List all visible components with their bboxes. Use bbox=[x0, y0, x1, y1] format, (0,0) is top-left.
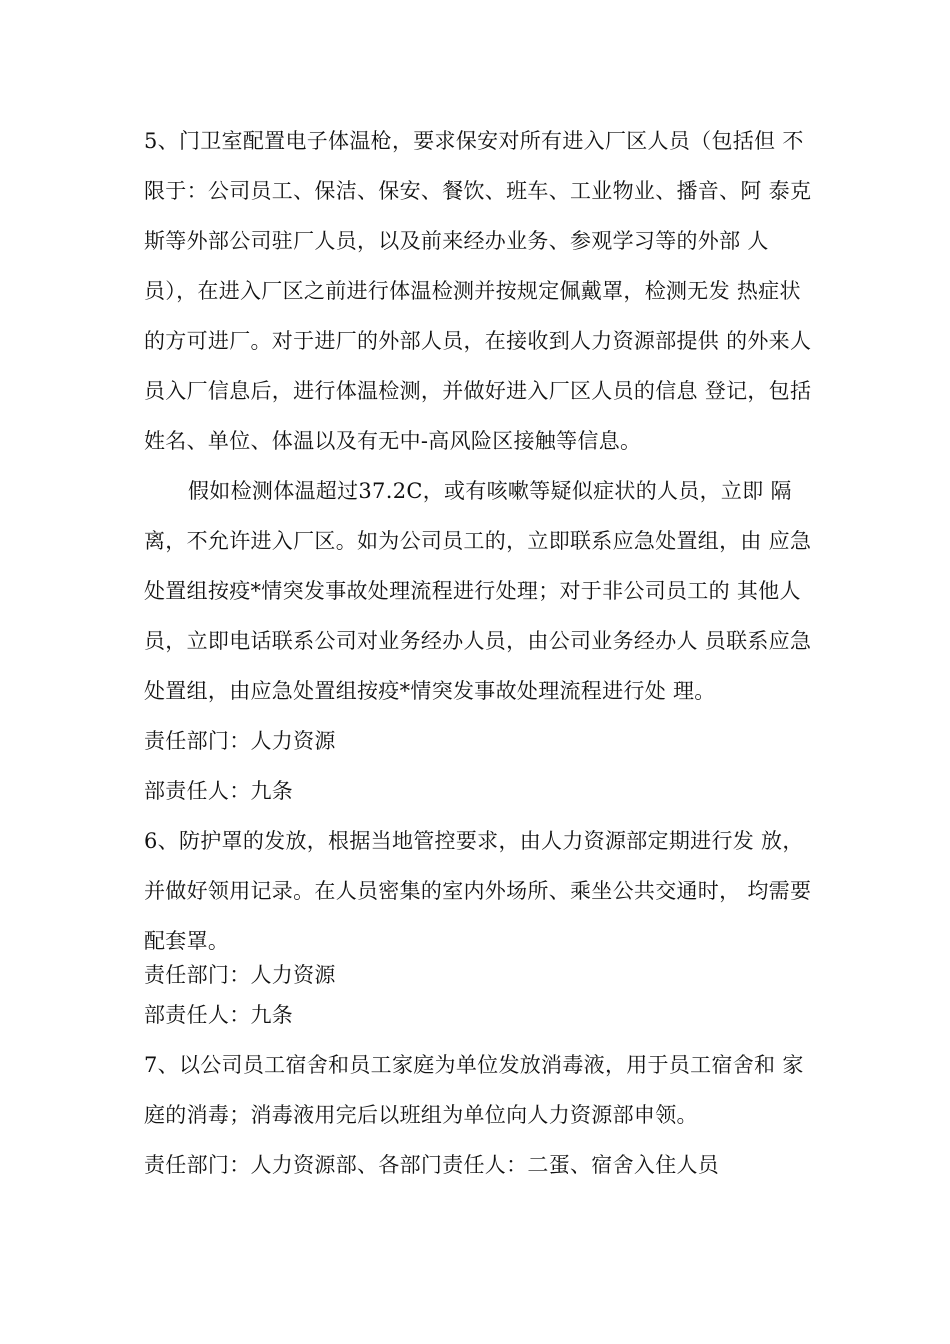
responsible-department-1: 责任部门：人力资源 bbox=[144, 729, 336, 753]
paragraph-5-line-1: 5、门卫室配置电子体温枪，要求保安对所有进入厂区人员（包括但 不 bbox=[144, 129, 804, 153]
responsible-department-2: 责任部门：人力资源 bbox=[144, 963, 336, 987]
paragraph-5-line-4: 员），在进入厂区之前进行体温检测并按规定佩戴罩，检测无发 热症状 bbox=[144, 279, 801, 303]
paragraph-fever-line-4: 员，立即电话联系公司对业务经办人员，由公司业务经办人 员联系应急 bbox=[144, 629, 812, 653]
paragraph-7-line-1: 7、以公司员工宿舍和员工家庭为单位发放消毒液，用于员工宿舍和 家 bbox=[144, 1053, 804, 1077]
paragraph-5-line-3: 斯等外部公司驻厂人员，以及前来经办业务、参观学习等的外部 人 bbox=[144, 229, 769, 253]
paragraph-6-line-3: 配套罩。 bbox=[144, 929, 230, 953]
paragraph-6-line-2: 并做好领用记录。在人员密集的室内外场所、乘坐公共交通时， 均需要 bbox=[144, 879, 812, 903]
paragraph-5-line-6: 员入厂信息后，进行体温检测，并做好进入厂区人员的信息 登记，包括 bbox=[144, 379, 812, 403]
paragraph-fever-line-5: 处置组，由应急处置组按疫*情突发事故处理流程进行处 理。 bbox=[144, 679, 716, 703]
paragraph-5-line-2: 限于：公司员工、保洁、保安、餐饮、班车、工业物业、播音、阿 泰克 bbox=[144, 179, 812, 203]
paragraph-6-line-1: 6、防护罩的发放，根据当地管控要求，由人力资源部定期进行发 放， bbox=[144, 829, 804, 853]
paragraph-fever-line-2: 离，不允许进入厂区。如为公司员工的，立即联系应急处置组，由 应急 bbox=[144, 529, 812, 553]
responsible-department-3: 责任部门：人力资源部、各部门责任人：二蛋、宿舍入住人员 bbox=[144, 1153, 720, 1177]
paragraph-fever-line-1: 假如检测体温超过37.2C，或有咳嗽等疑似症状的人员，立即 隔 bbox=[188, 479, 792, 503]
paragraph-5-line-5: 的方可进厂。对于进厂的外部人员，在接收到人力资源部提供 的外来人 bbox=[144, 329, 812, 353]
paragraph-5-line-7: 姓名、单位、体温以及有无中-高风险区接触等信息。 bbox=[144, 429, 642, 453]
responsible-person-1: 部责任人：九条 bbox=[144, 779, 294, 803]
paragraph-fever-line-3: 处置组按疫*情突发事故处理流程进行处理；对于非公司员工的 其他人 bbox=[144, 579, 801, 603]
paragraph-7-line-2: 庭的消毒；消毒液用完后以班组为单位向人力资源部申领。 bbox=[144, 1103, 698, 1127]
responsible-person-2: 部责任人：九条 bbox=[144, 1003, 294, 1027]
